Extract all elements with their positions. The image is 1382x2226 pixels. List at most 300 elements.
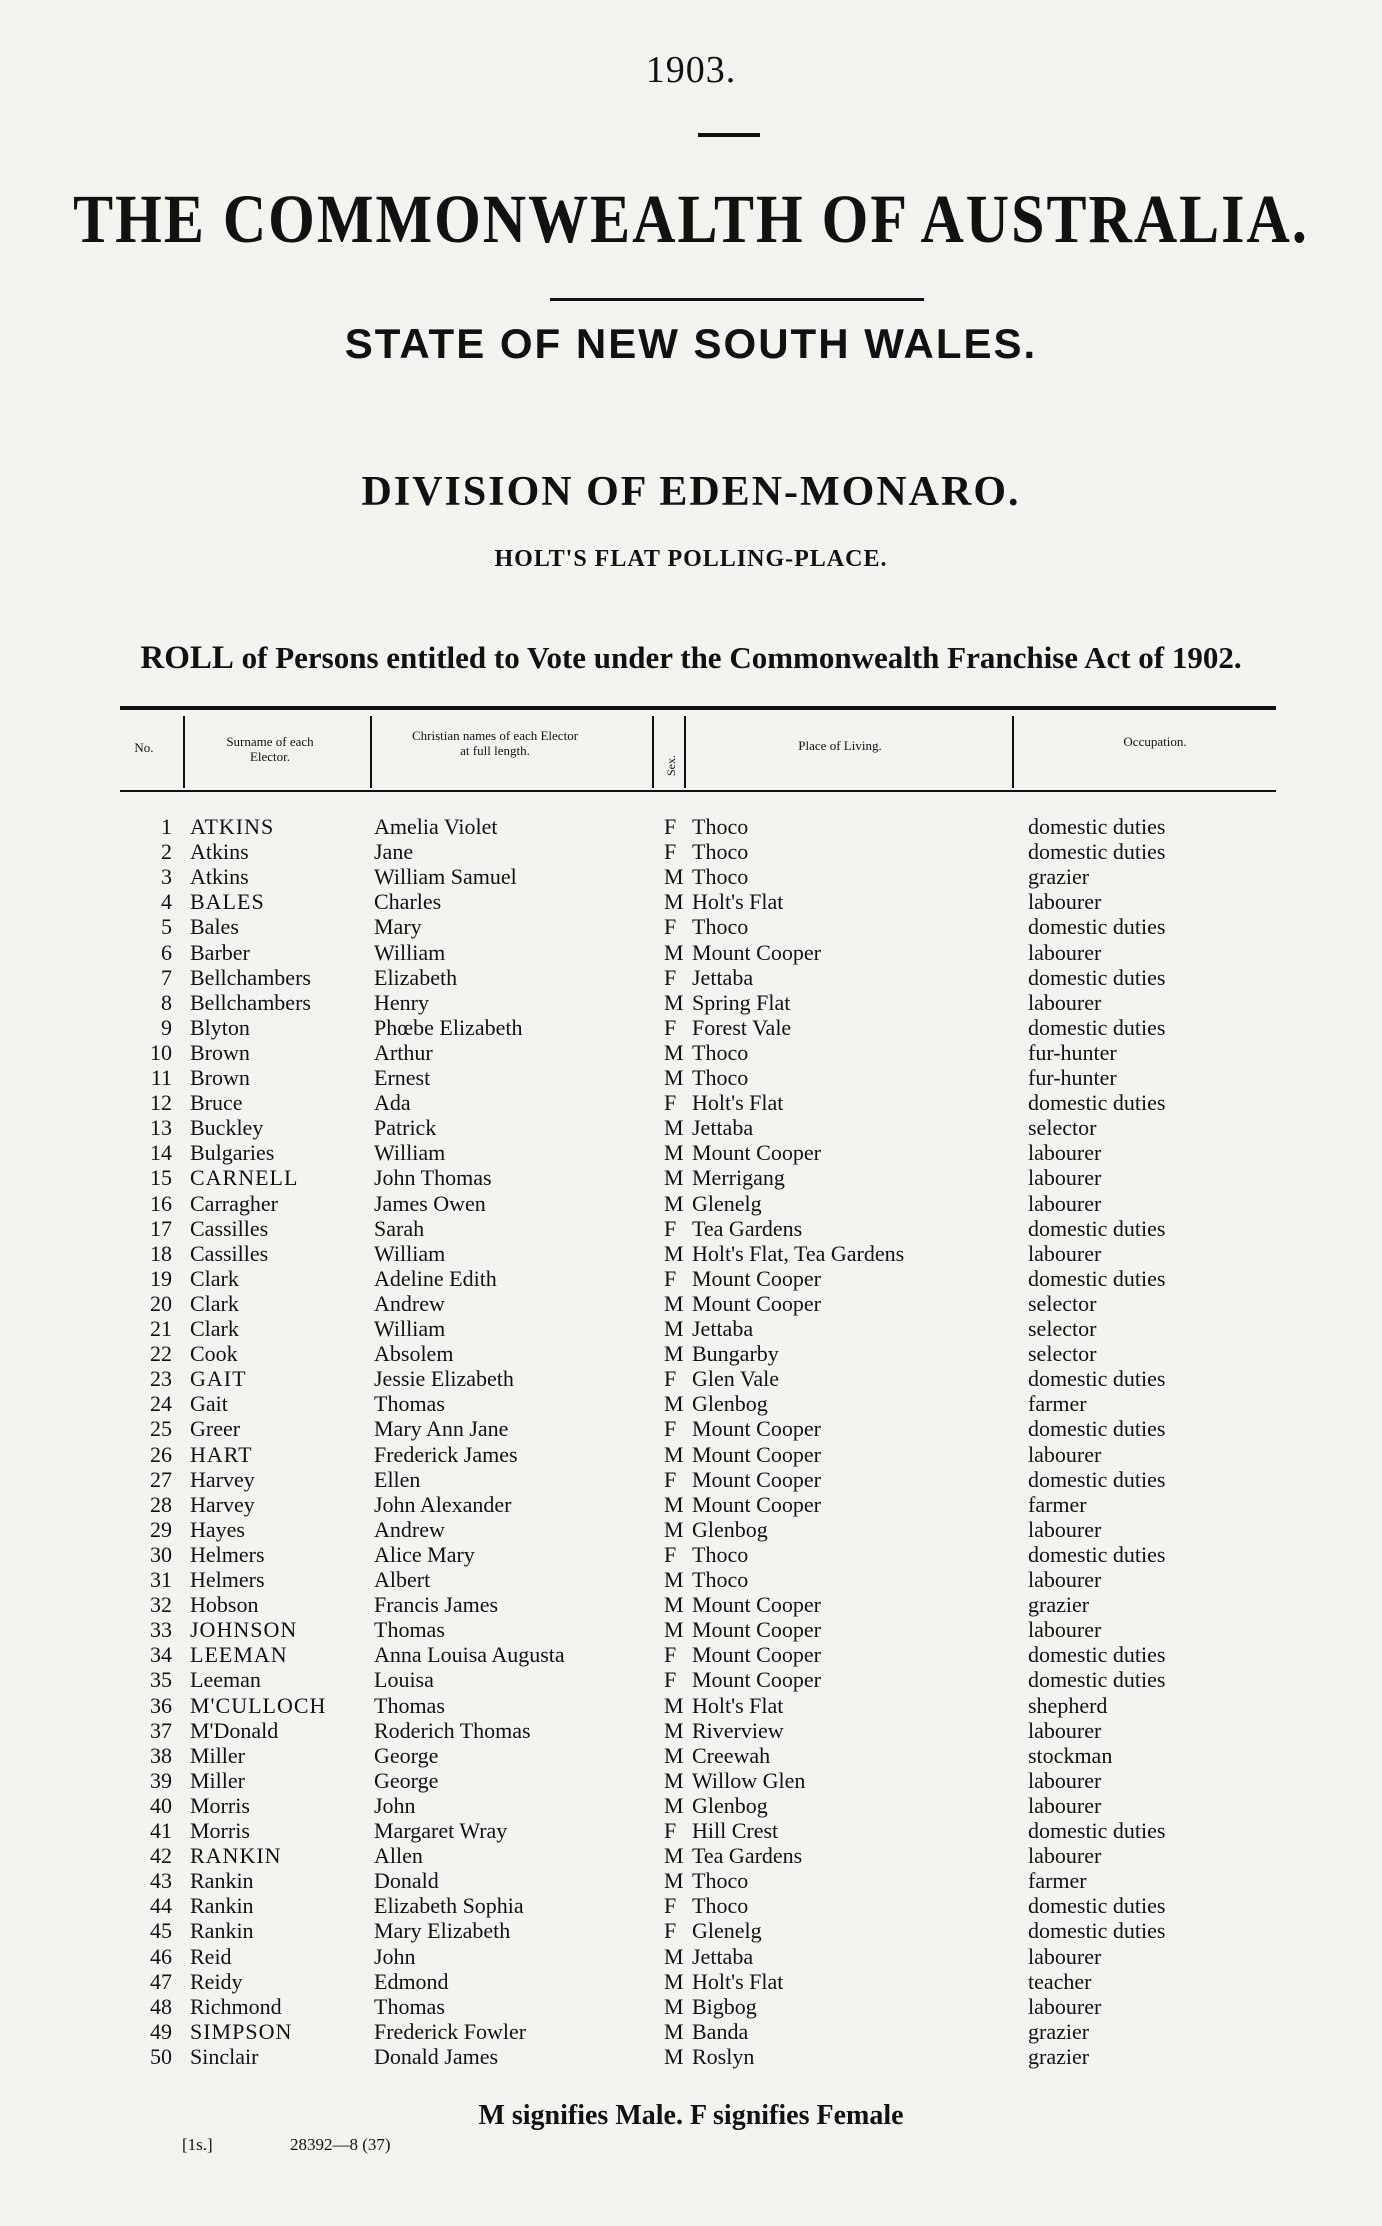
elector-place-of-living: Holt's Flat <box>692 1692 784 1718</box>
country-heading: THE COMMONWEALTH OF AUSTRALIA. <box>73 181 1309 258</box>
table-row <box>0 1391 1382 1416</box>
elector-surname: Brown <box>190 1065 250 1090</box>
table-row <box>0 1517 1382 1542</box>
table-row <box>0 1944 1382 1969</box>
elector-number: 38 <box>150 1742 172 1768</box>
elector-christian-names: William <box>374 939 446 965</box>
table-row <box>0 839 1382 864</box>
elector-christian-names: Anna Louisa Augusta <box>374 1642 565 1668</box>
elector-sex: F <box>664 839 677 865</box>
elector-number: 27 <box>150 1466 172 1492</box>
print-reference: [1s.] <box>182 2135 213 2154</box>
elector-sex: M <box>664 939 684 965</box>
elector-number: 15 <box>150 1165 172 1191</box>
elector-christian-names: Charles <box>374 889 442 915</box>
elector-occupation: selector <box>1028 1316 1097 1341</box>
elector-christian-names: Ada <box>374 1090 411 1116</box>
table-row <box>0 1868 1382 1893</box>
elector-occupation: grazier <box>1028 2018 1090 2044</box>
column-divider <box>1012 716 1014 788</box>
column-header-occupation: Occupation. <box>1123 734 1187 749</box>
elector-surname: Gait <box>190 1391 228 1417</box>
elector-place-of-living: Glenbog <box>692 1391 768 1417</box>
elector-occupation: labourer <box>1028 1441 1102 1467</box>
elector-number: 41 <box>150 1818 172 1843</box>
elector-christian-names: Donald James <box>374 2043 499 2069</box>
elector-occupation: labourer <box>1028 989 1102 1015</box>
elector-place-of-living: Mount Cooper <box>692 1667 821 1693</box>
elector-surname: Helmers <box>190 1541 265 1567</box>
elector-occupation: domestic duties <box>1028 1642 1166 1668</box>
elector-number: 45 <box>150 1918 172 1944</box>
elector-sex: M <box>664 1943 684 1969</box>
elector-sex: M <box>664 1767 684 1793</box>
elector-christian-names: John <box>374 1943 416 1969</box>
elector-surname: Sinclair <box>190 2043 259 2069</box>
elector-sex: F <box>664 1642 677 1668</box>
elector-number: 28 <box>150 1491 172 1517</box>
elector-number: 35 <box>150 1667 172 1693</box>
elector-occupation: grazier <box>1028 864 1090 890</box>
elector-sex: M <box>664 1290 684 1316</box>
elector-place-of-living: Mount Cooper <box>692 1592 821 1618</box>
elector-christian-names: Edmond <box>374 1968 449 1994</box>
elector-surname: JOHNSON <box>190 1617 298 1643</box>
table-row <box>0 1667 1382 1692</box>
elector-occupation: domestic duties <box>1028 1215 1166 1241</box>
elector-number: 30 <box>150 1541 172 1567</box>
elector-sex: F <box>664 1014 677 1040</box>
table-row <box>0 1592 1382 1617</box>
elector-number: 9 <box>161 1014 172 1040</box>
table-row <box>0 1492 1382 1517</box>
elector-christian-names: Mary <box>374 914 422 940</box>
elector-sex: M <box>664 2018 684 2044</box>
elector-surname: CARNELL <box>190 1165 299 1191</box>
elector-occupation: fur-hunter <box>1028 1065 1117 1090</box>
elector-sex: M <box>664 1993 684 2019</box>
elector-sex: F <box>664 1466 677 1492</box>
elector-surname: LEEMAN <box>190 1642 288 1668</box>
column-header-surname-line1: Surname of each <box>226 734 314 749</box>
elector-number: 32 <box>150 1592 172 1618</box>
elector-sex: M <box>664 1065 684 1090</box>
column-header-christian-line1: Christian names of each Elector <box>411 728 579 743</box>
elector-number: 22 <box>150 1341 172 1367</box>
year-heading: 1903. <box>645 49 737 91</box>
elector-christian-names: Thomas <box>374 1993 445 2019</box>
elector-occupation: selector <box>1028 1341 1097 1367</box>
elector-place-of-living: Bigbog <box>692 1993 757 2019</box>
table-row <box>0 1918 1382 1943</box>
elector-christian-names: William Samuel <box>374 864 517 890</box>
elector-occupation: stockman <box>1028 1742 1113 1768</box>
column-header-place: Place of Living. <box>798 738 882 753</box>
elector-number: 8 <box>161 989 172 1015</box>
elector-christian-names: Francis James <box>374 1592 499 1618</box>
elector-sex: M <box>664 1742 684 1768</box>
table-row <box>0 990 1382 1015</box>
elector-surname: Bales <box>190 914 239 940</box>
elector-sex: M <box>664 1165 684 1191</box>
table-row <box>0 864 1382 889</box>
elector-surname: Helmers <box>190 1567 265 1592</box>
elector-place-of-living: Jettaba <box>692 1115 754 1141</box>
elector-occupation: domestic duties <box>1028 964 1166 990</box>
elector-place-of-living: Holt's Flat <box>692 1090 784 1116</box>
elector-place-of-living: Thoco <box>692 1065 749 1090</box>
elector-occupation: domestic duties <box>1028 1918 1166 1944</box>
table-row <box>0 1241 1382 1266</box>
elector-place-of-living: Glen Vale <box>692 1366 779 1392</box>
elector-number: 11 <box>150 1065 172 1090</box>
elector-surname: M'CULLOCH <box>190 1692 327 1718</box>
elector-christian-names: Adeline Edith <box>374 1265 497 1291</box>
elector-surname: Rankin <box>190 1893 254 1919</box>
print-code: 28392—8 (37) <box>290 2135 391 2154</box>
elector-surname: ATKINS <box>190 814 275 839</box>
elector-occupation: domestic duties <box>1028 1893 1166 1919</box>
table-row <box>0 1617 1382 1642</box>
elector-sex: F <box>664 964 677 990</box>
elector-surname: Harvey <box>190 1466 255 1492</box>
elector-christian-names: Andrew <box>374 1516 445 1542</box>
elector-occupation: grazier <box>1028 2043 1090 2069</box>
elector-place-of-living: Thoco <box>692 1868 749 1894</box>
elector-number: 20 <box>150 1290 172 1316</box>
elector-occupation: labourer <box>1028 1190 1102 1216</box>
elector-place-of-living: Jettaba <box>692 1943 754 1969</box>
elector-surname: Rankin <box>190 1868 254 1894</box>
elector-number: 29 <box>150 1516 172 1542</box>
table-row <box>0 1642 1382 1667</box>
elector-occupation: domestic duties <box>1028 1416 1166 1442</box>
elector-surname: GAIT <box>190 1366 247 1392</box>
table-row <box>0 1994 1382 2019</box>
elector-occupation: labourer <box>1028 1843 1102 1869</box>
column-header-surname-line2: Elector. <box>249 749 291 764</box>
elector-christian-names: George <box>374 1742 439 1768</box>
table-row <box>0 814 1382 839</box>
divider-short <box>698 133 760 137</box>
elector-surname: Barber <box>190 939 250 965</box>
table-row <box>0 1416 1382 1441</box>
elector-christian-names: Margaret Wray <box>374 1818 508 1843</box>
elector-sex: M <box>664 1240 684 1266</box>
elector-number: 39 <box>150 1767 172 1793</box>
table-row <box>0 1467 1382 1492</box>
table-row <box>0 1718 1382 1743</box>
table-row <box>0 1567 1382 1592</box>
elector-sex: F <box>664 1265 677 1291</box>
polling-place-heading: HOLT'S FLAT POLLING-PLACE. <box>494 546 888 572</box>
elector-christian-names: George <box>374 1767 439 1793</box>
elector-surname: Clark <box>190 1265 239 1291</box>
elector-sex: M <box>664 989 684 1015</box>
elector-christian-names: Mary Elizabeth <box>374 1918 511 1944</box>
elector-occupation: domestic duties <box>1028 1541 1166 1567</box>
elector-sex: M <box>664 1039 684 1065</box>
elector-number: 26 <box>150 1441 172 1467</box>
elector-sex: M <box>664 1491 684 1517</box>
elector-christian-names: Andrew <box>374 1290 445 1316</box>
elector-christian-names: William <box>374 1316 446 1341</box>
elector-occupation: domestic duties <box>1028 914 1166 940</box>
elector-sex: M <box>664 889 684 915</box>
elector-sex: M <box>664 1567 684 1592</box>
table-row <box>0 889 1382 914</box>
elector-christian-names: Jane <box>374 839 414 865</box>
elector-occupation: labourer <box>1028 1516 1102 1542</box>
elector-occupation: teacher <box>1028 1968 1092 1994</box>
elector-sex: M <box>664 1792 684 1818</box>
elector-occupation: domestic duties <box>1028 1466 1166 1492</box>
elector-surname: Miller <box>190 1767 245 1793</box>
elector-number: 6 <box>161 939 172 965</box>
elector-number: 44 <box>150 1893 172 1919</box>
elector-christian-names: William <box>374 1140 446 1166</box>
elector-occupation: domestic duties <box>1028 1014 1166 1040</box>
elector-number: 24 <box>150 1391 172 1417</box>
elector-occupation: domestic duties <box>1028 814 1166 839</box>
elector-sex: F <box>664 1090 677 1116</box>
table-row <box>0 1693 1382 1718</box>
elector-occupation: fur-hunter <box>1028 1039 1117 1065</box>
elector-number: 25 <box>150 1416 172 1442</box>
elector-number: 14 <box>150 1140 172 1166</box>
elector-sex: F <box>664 1818 677 1843</box>
elector-place-of-living: Willow Glen <box>692 1767 806 1793</box>
elector-number: 21 <box>150 1316 172 1341</box>
elector-sex: M <box>664 1692 684 1718</box>
elector-number: 13 <box>150 1115 172 1141</box>
elector-surname: Morris <box>190 1792 250 1818</box>
elector-surname: Atkins <box>190 864 249 890</box>
elector-sex: M <box>664 1140 684 1166</box>
elector-surname: Bellchambers <box>190 964 311 990</box>
elector-number: 33 <box>150 1617 172 1643</box>
elector-number: 34 <box>150 1642 172 1668</box>
elector-sex: F <box>664 1416 677 1442</box>
elector-surname: Blyton <box>190 1014 250 1040</box>
elector-number: 18 <box>150 1240 172 1266</box>
elector-christian-names: Elizabeth Sophia <box>374 1893 524 1919</box>
elector-occupation: labourer <box>1028 1943 1102 1969</box>
elector-surname: Bulgaries <box>190 1140 275 1166</box>
elector-sex: F <box>664 914 677 940</box>
elector-sex: M <box>664 1592 684 1618</box>
elector-place-of-living: Hill Crest <box>692 1818 779 1843</box>
table-row <box>0 1843 1382 1868</box>
elector-occupation: labourer <box>1028 1993 1102 2019</box>
elector-number: 36 <box>150 1692 172 1718</box>
elector-place-of-living: Holt's Flat <box>692 889 784 915</box>
elector-christian-names: Roderich Thomas <box>374 1717 531 1743</box>
elector-occupation: labourer <box>1028 889 1102 915</box>
elector-surname: Cook <box>190 1341 238 1367</box>
elector-sex: F <box>664 1366 677 1392</box>
column-header-christian <box>370 728 620 758</box>
elector-occupation: domestic duties <box>1028 1265 1166 1291</box>
elector-surname: RANKIN <box>190 1843 282 1869</box>
elector-surname: Bruce <box>190 1090 243 1116</box>
elector-sex: F <box>664 1667 677 1693</box>
table-row <box>0 1216 1382 1241</box>
elector-place-of-living: Mount Cooper <box>692 1265 821 1291</box>
elector-christian-names: John Thomas <box>374 1165 492 1191</box>
roll-title-rest: of Persons entitled to Vote under the Commonwealth Franchise Act of 1902. <box>233 640 1242 675</box>
column-header-christian-line2: at full length. <box>460 743 530 758</box>
elector-sex: M <box>664 1968 684 1994</box>
table-row <box>0 1743 1382 1768</box>
elector-christian-names: Thomas <box>374 1617 445 1643</box>
elector-number: 23 <box>150 1366 172 1392</box>
elector-number: 49 <box>150 2018 172 2044</box>
table-row <box>0 1191 1382 1216</box>
elector-place-of-living: Merrigang <box>692 1165 785 1191</box>
column-header-no: No. <box>134 740 154 755</box>
table-row <box>0 1768 1382 1793</box>
table-row <box>0 1818 1382 1843</box>
elector-place-of-living: Tea Gardens <box>692 1843 803 1869</box>
table-row <box>0 1040 1382 1065</box>
elector-place-of-living: Roslyn <box>692 2043 755 2069</box>
table-row <box>0 965 1382 990</box>
elector-surname: Cassilles <box>190 1240 269 1266</box>
table-row <box>0 1115 1382 1140</box>
elector-number: 50 <box>150 2043 172 2069</box>
elector-occupation: labourer <box>1028 1165 1102 1191</box>
elector-occupation: labourer <box>1028 1767 1102 1793</box>
table-header <box>120 706 1276 792</box>
elector-place-of-living: Mount Cooper <box>692 1140 821 1166</box>
table-row <box>0 1316 1382 1341</box>
elector-christian-names: John Alexander <box>374 1491 512 1517</box>
elector-place-of-living: Spring Flat <box>692 989 791 1015</box>
elector-christian-names: Allen <box>374 1843 423 1869</box>
elector-sex: M <box>664 1341 684 1367</box>
elector-occupation: labourer <box>1028 1567 1102 1592</box>
elector-surname: Hobson <box>190 1592 259 1618</box>
elector-number: 42 <box>150 1843 172 1869</box>
elector-place-of-living: Thoco <box>692 864 749 890</box>
table-row <box>0 1015 1382 1040</box>
elector-number: 12 <box>150 1090 172 1116</box>
elector-place-of-living: Bungarby <box>692 1341 779 1367</box>
elector-surname: Morris <box>190 1818 250 1843</box>
elector-place-of-living: Glenbog <box>692 1516 768 1542</box>
roll-word: ROLL <box>140 640 234 676</box>
column-divider <box>183 716 185 788</box>
table-row <box>0 914 1382 939</box>
table-row <box>0 1442 1382 1467</box>
elector-surname: SIMPSON <box>190 2018 293 2044</box>
elector-place-of-living: Thoco <box>692 814 749 839</box>
elector-surname: Bellchambers <box>190 989 311 1015</box>
elector-place-of-living: Thoco <box>692 914 749 940</box>
elector-place-of-living: Riverview <box>692 1717 784 1743</box>
elector-occupation: farmer <box>1028 1391 1087 1417</box>
elector-number: 10 <box>150 1039 172 1065</box>
elector-number: 31 <box>150 1567 172 1592</box>
elector-number: 16 <box>150 1190 172 1216</box>
table-row <box>0 1366 1382 1391</box>
elector-christian-names: Ellen <box>374 1466 421 1492</box>
elector-christian-names: William <box>374 1240 446 1266</box>
elector-occupation: domestic duties <box>1028 1366 1166 1392</box>
elector-occupation: domestic duties <box>1028 1818 1166 1843</box>
elector-christian-names: Elizabeth <box>374 964 458 990</box>
elector-place-of-living: Thoco <box>692 1567 749 1592</box>
elector-sex: M <box>664 1316 684 1341</box>
table-row <box>0 1266 1382 1291</box>
elector-occupation: labourer <box>1028 1717 1102 1743</box>
elector-christian-names: Arthur <box>374 1039 433 1065</box>
elector-christian-names: James Owen <box>374 1190 486 1216</box>
table-row <box>0 1291 1382 1316</box>
elector-number: 19 <box>150 1265 172 1291</box>
elector-place-of-living: Tea Gardens <box>692 1215 803 1241</box>
table-row <box>0 1542 1382 1567</box>
elector-place-of-living: Creewah <box>692 1742 771 1768</box>
elector-number: 5 <box>161 914 172 940</box>
column-divider <box>652 716 654 788</box>
elector-sex: F <box>664 814 677 839</box>
table-row <box>0 1893 1382 1918</box>
column-header-surname <box>200 734 340 764</box>
elector-surname: Carragher <box>190 1190 278 1216</box>
elector-surname: M'Donald <box>190 1717 279 1743</box>
elector-occupation: labourer <box>1028 1140 1102 1166</box>
elector-sex: F <box>664 1918 677 1944</box>
table-row <box>0 1065 1382 1090</box>
elector-place-of-living: Thoco <box>692 1541 749 1567</box>
elector-place-of-living: Banda <box>692 2018 749 2044</box>
elector-place-of-living: Forest Vale <box>692 1014 792 1040</box>
elector-place-of-living: Mount Cooper <box>692 1642 821 1668</box>
elector-place-of-living: Thoco <box>692 1039 749 1065</box>
elector-christian-names: Alice Mary <box>374 1541 475 1567</box>
elector-place-of-living: Thoco <box>692 1893 749 1919</box>
elector-sex: M <box>664 1190 684 1216</box>
table-row <box>0 1090 1382 1115</box>
elector-surname: Cassilles <box>190 1215 269 1241</box>
table-row <box>0 1341 1382 1366</box>
elector-number: 46 <box>150 1943 172 1969</box>
elector-number: 4 <box>161 889 172 915</box>
elector-occupation: grazier <box>1028 1592 1090 1618</box>
elector-occupation: labourer <box>1028 939 1102 965</box>
elector-occupation: farmer <box>1028 1491 1087 1517</box>
elector-sex: F <box>664 1893 677 1919</box>
column-divider <box>370 716 372 788</box>
elector-number: 1 <box>161 814 172 839</box>
elector-sex: M <box>664 1441 684 1467</box>
elector-occupation: domestic duties <box>1028 1090 1166 1116</box>
sex-legend: M signifies Male. F signifies Female <box>478 2100 904 2131</box>
elector-place-of-living: Jettaba <box>692 1316 754 1341</box>
elector-place-of-living: Mount Cooper <box>692 1466 821 1492</box>
column-divider <box>684 716 686 788</box>
division-heading: DIVISION OF EDEN-MONARO. <box>361 469 1021 515</box>
elector-surname: Rankin <box>190 1918 254 1944</box>
elector-christian-names: Frederick James <box>374 1441 518 1467</box>
elector-place-of-living: Jettaba <box>692 964 754 990</box>
elector-surname: Clark <box>190 1316 239 1341</box>
elector-sex: F <box>664 1215 677 1241</box>
elector-christian-names: Mary Ann Jane <box>374 1416 509 1442</box>
elector-christian-names: John <box>374 1792 416 1818</box>
